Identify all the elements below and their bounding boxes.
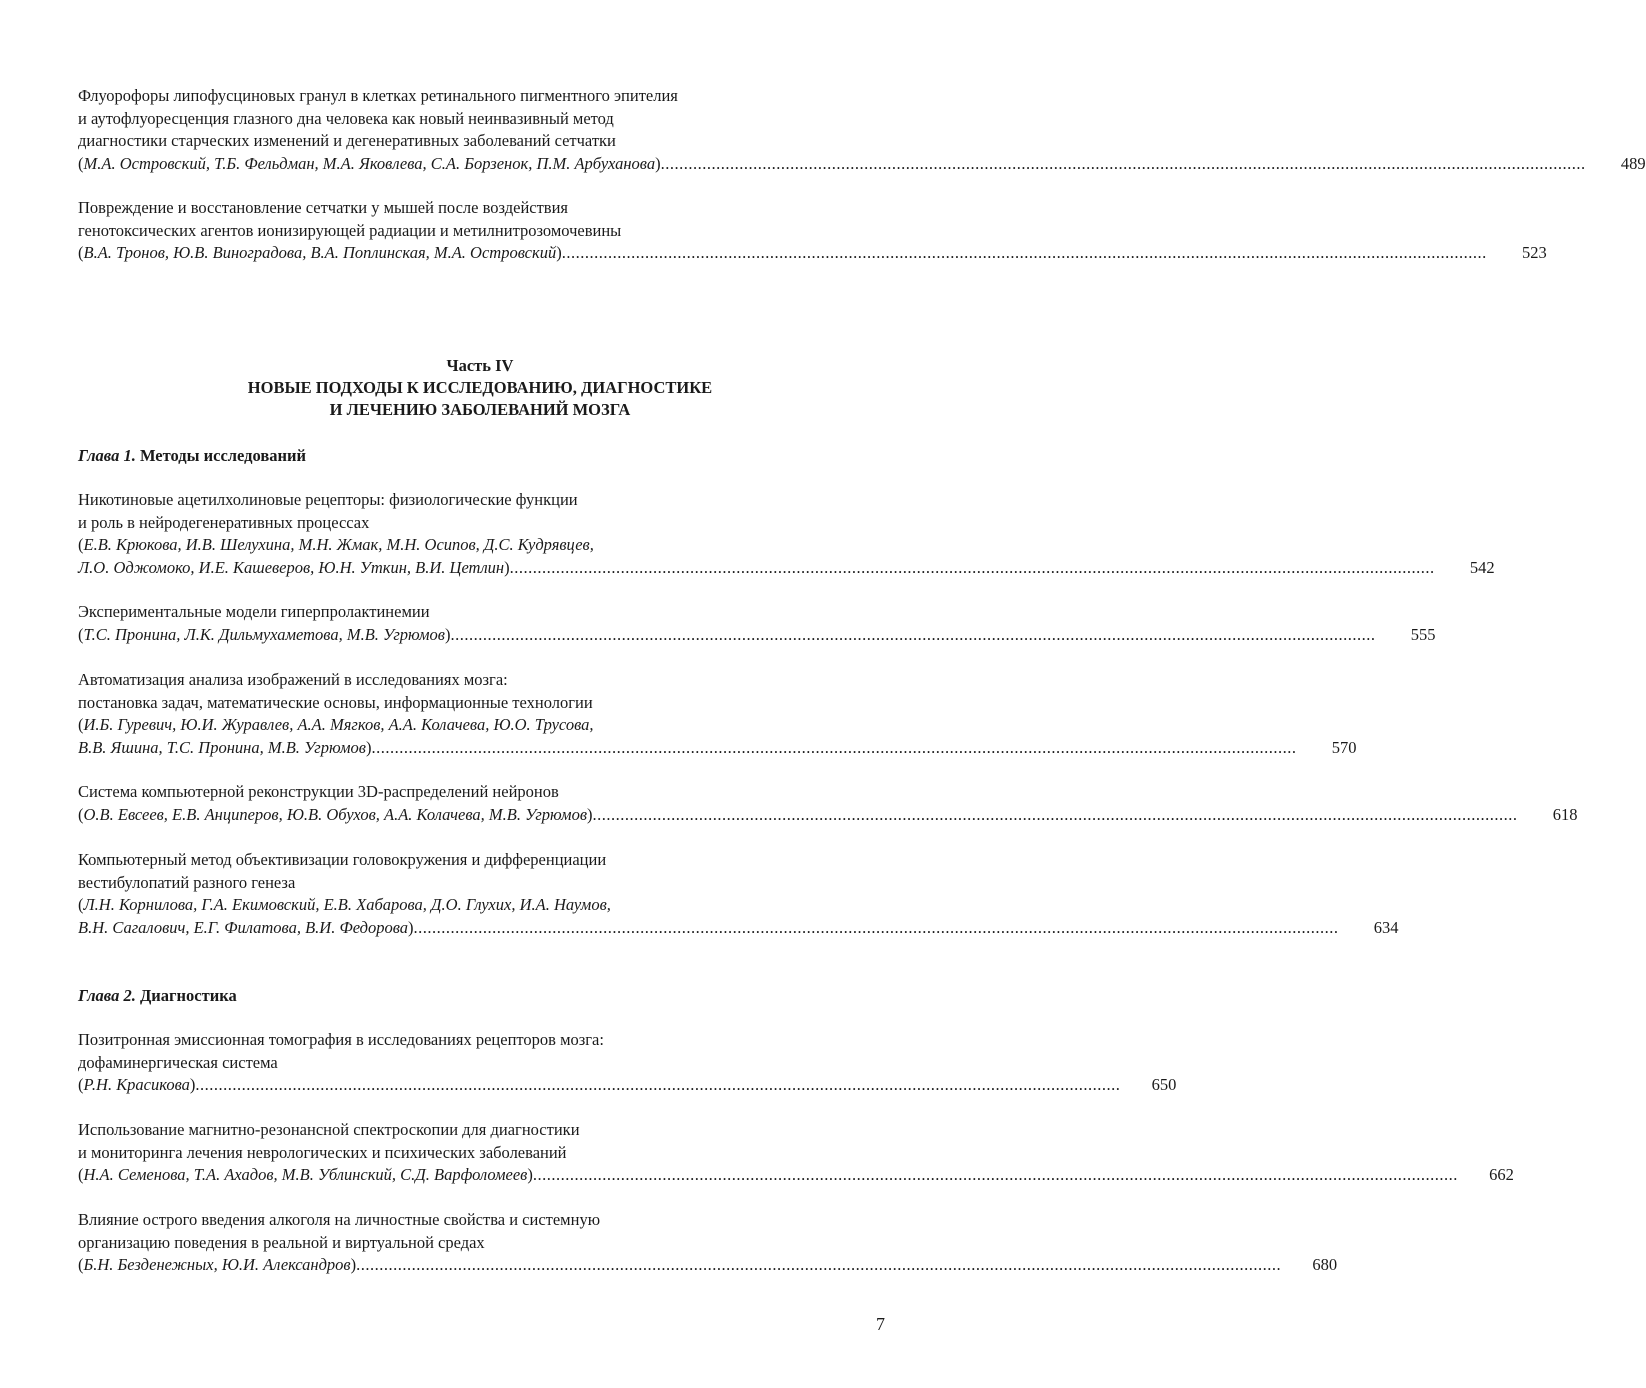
entry-title-line: Повреждение и восстановление сетчатки у мышей после воздействия bbox=[78, 198, 569, 217]
leader-dots: ........................................................................................................................................................................................................ bbox=[195, 1075, 1121, 1094]
toc-entry[interactable] bbox=[78, 669, 1357, 759]
entry-page-number: 618 bbox=[1552, 804, 1578, 824]
entry-title-line: Система компьютерной реконструкции 3D-распределений нейронов bbox=[78, 782, 559, 801]
leader-dots: ........................................................................................................................................................................................................ bbox=[592, 804, 1518, 824]
entry-authors: В.В. Яшина, Т.С. Пронина, М.В. Угрюмов) bbox=[78, 737, 372, 757]
entry-authors: В.Н. Сагалович, Е.Г. Филатова, В.И. Федорова) bbox=[78, 917, 414, 937]
entry-title-line: генотоксических агентов ионизирующей радиации и метилнитрозомочевины bbox=[78, 220, 622, 240]
toc-entry[interactable] bbox=[78, 1119, 1514, 1187]
entry-page-number: 570 bbox=[1331, 737, 1357, 757]
part-title-line: И ЛЕЧЕНИЮ ЗАБОЛЕВАНИЙ МОЗГА bbox=[329, 400, 631, 419]
entry-authors: (Е.В. Крюкова, И.В. Шелухина, М.Н. Жмак, М.Н. Осипов, Д.С. Кудрявцев, bbox=[78, 535, 594, 554]
entry-authors: (Л.Н. Корнилова, Г.А. Екимовский, Е.В. Хабарова, Д.О. Глухих, И.А. Наумов, bbox=[78, 895, 611, 914]
leader-dots: ........................................................................................................................................................................................................ bbox=[371, 737, 1297, 757]
chapter-heading bbox=[78, 445, 306, 468]
leader-dots: ........................................................................................................................................................................................................ bbox=[532, 1165, 1458, 1184]
entry-authors: (О.В. Евсеев, Е.В. Анциперов, Ю.В. Обухов, А.А. Колачева, М.В. Угрюмов) bbox=[78, 804, 593, 824]
entry-authors: (Б.Н. Безденежных, Ю.И. Александров) bbox=[78, 1255, 357, 1274]
entry-title-line: Флуорофоры липофусциновых гранул в клетках ретинального пигментного эпителия bbox=[78, 86, 678, 105]
page-number: 7 bbox=[876, 1314, 885, 1334]
entry-page-number: 650 bbox=[1151, 1075, 1177, 1094]
entry-title-line: постановка задач, математические основы, информационные технологии bbox=[78, 692, 593, 712]
toc-entry[interactable] bbox=[78, 489, 1495, 579]
entry-page-number: 542 bbox=[1469, 557, 1495, 577]
leader-dots: ........................................................................................................................................................................................................ bbox=[413, 917, 1339, 937]
chapter-label: Глава 1. bbox=[78, 446, 136, 465]
leader-dots: ........................................................................................................................................................................................................ bbox=[450, 624, 1376, 644]
entry-page-number: 555 bbox=[1410, 624, 1436, 644]
entry-title-line: Никотиновые ацетилхолиновые рецепторы: физиологические функции bbox=[78, 490, 578, 509]
entry-title-line: и аутофлуоресценция глазного дна человека как новый неинвазивный метод bbox=[78, 108, 614, 128]
toc-entry[interactable] bbox=[78, 85, 1646, 175]
chapter-title: Диагностика bbox=[139, 986, 237, 1005]
entry-authors: Л.О. Оджомоко, И.Е. Кашеверов, Ю.Н. Уткин, В.И. Цетлин) bbox=[78, 557, 510, 577]
entry-authors: (Р.Н. Красикова) bbox=[78, 1075, 196, 1094]
leader-dots: ........................................................................................................................................................................................................ bbox=[561, 243, 1487, 262]
toc-entry[interactable] bbox=[78, 1209, 1338, 1277]
leader-dots: ........................................................................................................................................................................................................ bbox=[660, 153, 1586, 173]
leader-dots: ........................................................................................................................................................................................................ bbox=[509, 557, 1435, 577]
entry-title-line: и роль в нейродегенеративных процессах bbox=[78, 512, 370, 532]
entry-title-line: вестибулопатий разного генеза bbox=[78, 872, 296, 892]
entry-page-number: 680 bbox=[1312, 1255, 1338, 1274]
toc-entry[interactable] bbox=[78, 601, 1436, 646]
toc-entry[interactable] bbox=[78, 1029, 1177, 1097]
entry-authors: (М.А. Островский, Т.Б. Фельдман, М.А. Яковлева, С.А. Борзенок, П.М. Арбуханова) bbox=[78, 153, 661, 173]
entry-title-line: и мониторинга лечения неврологических и психических заболеваний bbox=[78, 1142, 567, 1162]
entry-authors: (Т.С. Пронина, Л.К. Дильмухаметова, М.В. Угрюмов) bbox=[78, 624, 451, 644]
entry-page-number: 523 bbox=[1521, 243, 1547, 262]
entry-page-number: 662 bbox=[1489, 1165, 1514, 1184]
entry-authors: (В.А. Тронов, Ю.В. Виноградова, В.А. Поплинская, М.А. Островский) bbox=[78, 243, 562, 262]
chapter-title: Методы исследований bbox=[139, 446, 307, 465]
entry-title-line: организацию поведения в реальной и виртуальной средах bbox=[78, 1232, 485, 1252]
entry-title-line: дофаминергическая система bbox=[78, 1052, 278, 1072]
entry-page-number: 489 bbox=[1620, 153, 1646, 173]
toc-entry[interactable] bbox=[78, 781, 1578, 826]
chapter-label: Глава 2. bbox=[78, 986, 136, 1005]
entry-page-number: 634 bbox=[1373, 917, 1399, 937]
chapter-heading bbox=[78, 985, 237, 1008]
part-title-line: НОВЫЕ ПОДХОДЫ К ИССЛЕДОВАНИЮ, ДИАГНОСТИКЕ bbox=[247, 378, 713, 397]
entry-title-line: Автоматизация анализа изображений в исследованиях мозга: bbox=[78, 670, 508, 689]
entry-authors: (И.Б. Гуревич, Ю.И. Журавлев, А.А. Мягков, А.А. Колачева, Ю.О. Трусова, bbox=[78, 715, 594, 734]
entry-title-line: Компьютерный метод объективизации головокружения и дифференциации bbox=[78, 850, 607, 869]
part-label: Часть IV bbox=[446, 356, 514, 375]
entry-title-line: Позитронная эмиссионная томография в исследованиях рецепторов мозга: bbox=[78, 1030, 604, 1049]
entry-title-line: Использование магнитно-резонансной спектроскопии для диагностики bbox=[78, 1120, 580, 1139]
leader-dots: ........................................................................................................................................................................................................ bbox=[356, 1255, 1282, 1274]
entry-title-line: диагностики старческих изменений и дегенеративных заболеваний сетчатки bbox=[78, 131, 616, 150]
toc-entry[interactable] bbox=[78, 197, 1547, 265]
entry-authors: (Н.А. Семенова, Т.А. Ахадов, М.В. Ублинский, С.Д. Варфоломеев) bbox=[78, 1165, 533, 1184]
toc-entry[interactable] bbox=[78, 849, 1399, 939]
entry-title-line: Экспериментальные модели гиперпролактинемии bbox=[78, 602, 430, 621]
entry-title-line: Влияние острого введения алкоголя на личностные свойства и системную bbox=[78, 1210, 601, 1229]
